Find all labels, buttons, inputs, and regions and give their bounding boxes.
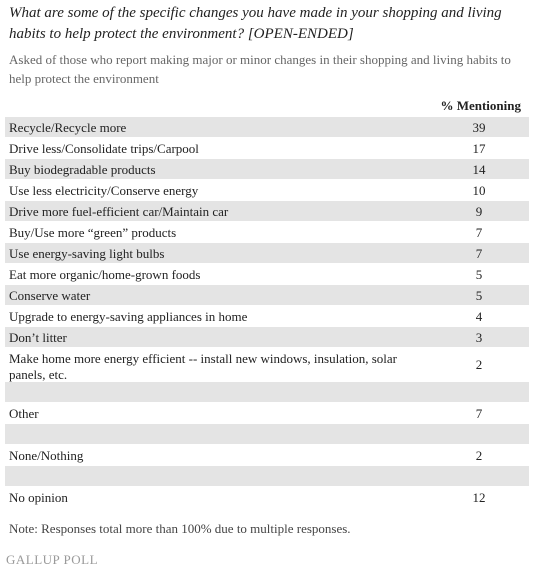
results-table xyxy=(5,96,529,508)
row-value: 2 xyxy=(475,448,483,463)
row-label: Don’t litter xyxy=(9,330,67,345)
table-row xyxy=(5,424,529,445)
table-row xyxy=(5,264,529,285)
row-value: 7 xyxy=(475,225,483,240)
row-value: 10 xyxy=(472,183,486,198)
table-row xyxy=(5,243,529,264)
row-label: Buy/Use more “green” products xyxy=(9,225,177,240)
row-label: Use energy-saving light bulbs xyxy=(9,246,165,261)
row-label: None/Nothing xyxy=(9,448,84,463)
table-row xyxy=(5,285,529,306)
row-label: Other xyxy=(9,406,39,421)
gallup-poll-logo: GALLUP POLL xyxy=(6,552,99,567)
row-value: 3 xyxy=(475,330,483,345)
table-row xyxy=(5,201,529,222)
row-value: 2 xyxy=(475,357,483,372)
table-row xyxy=(5,180,529,201)
row-label: Drive less/Consolidate trips/Carpool xyxy=(9,141,199,156)
row-label: Drive more fuel-efficient car/Maintain car xyxy=(9,204,229,219)
row-label: Upgrade to energy-saving appliances in home xyxy=(9,309,248,324)
row-value: 4 xyxy=(475,309,483,324)
table-row xyxy=(5,306,529,327)
table-row xyxy=(5,382,529,403)
table-body xyxy=(5,117,529,508)
table-row xyxy=(5,138,529,159)
column-header-mentioning: % Mentioning xyxy=(440,98,521,113)
table-row xyxy=(5,403,529,424)
row-value: 5 xyxy=(475,288,483,303)
table-row xyxy=(5,487,529,508)
question-subtitle: Asked of those who report making major or minor changes in their shopping and living habits to help protect the environment xyxy=(9,52,511,86)
question-title: What are some of the specific changes you have made in your shopping and living habits to help protect the environment? [OPEN-ENDED] xyxy=(9,5,502,42)
row-label: Make home more energy efficient -- install new windows, insulation, solar panels, etc. xyxy=(9,351,397,382)
table-row xyxy=(5,327,529,348)
row-value: 5 xyxy=(475,267,483,282)
row-label: Conserve water xyxy=(9,288,91,303)
row-label: Recycle/Recycle more xyxy=(9,120,127,135)
row-value: 39 xyxy=(472,120,486,135)
table-row xyxy=(5,222,529,243)
table-header xyxy=(5,96,529,117)
row-value: 7 xyxy=(475,406,483,421)
row-value: 7 xyxy=(475,246,483,261)
footnote: Note: Responses total more than 100% due to multiple responses. xyxy=(9,521,351,536)
table-row xyxy=(5,117,529,138)
row-value: 17 xyxy=(472,141,486,156)
row-label: Eat more organic/home-grown foods xyxy=(9,267,201,282)
table-row xyxy=(5,466,529,487)
table-row xyxy=(5,159,529,180)
row-label: Buy biodegradable products xyxy=(9,162,156,177)
table-row xyxy=(5,445,529,466)
row-label: Use less electricity/Conserve energy xyxy=(9,183,199,198)
row-value: 9 xyxy=(475,204,483,219)
row-value: 12 xyxy=(472,490,486,505)
row-label: No opinion xyxy=(9,490,68,505)
row-value: 14 xyxy=(472,162,486,177)
table-row xyxy=(5,348,529,382)
